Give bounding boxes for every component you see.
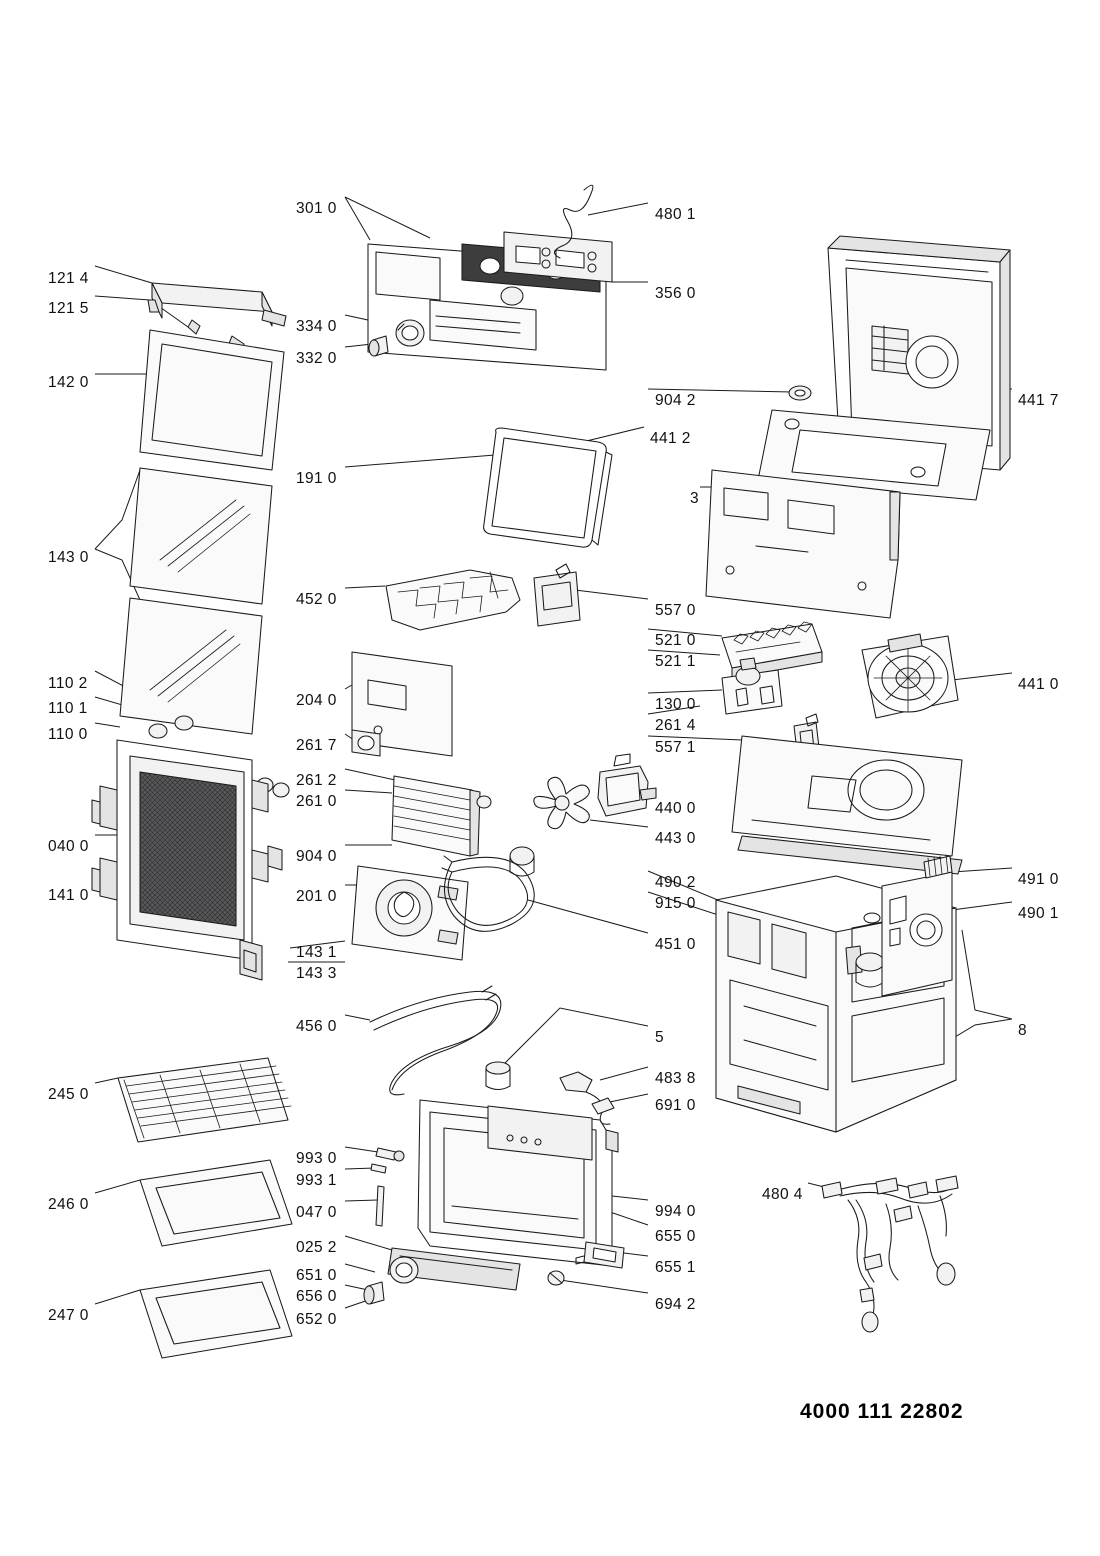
part-label-5: 5 — [655, 1029, 665, 1046]
part-label-143-3: 143 3 — [296, 965, 337, 982]
part-label-440-0: 440 0 — [655, 800, 696, 817]
part-label-8: 8 — [1018, 1022, 1028, 1039]
part-label-025-2: 025 2 — [296, 1239, 337, 1256]
part-label-694-2: 694 2 — [655, 1296, 696, 1313]
part-label-130-0: 130 0 — [655, 696, 696, 713]
part-label-521-0: 521 0 — [655, 632, 696, 649]
part-label-480-1: 480 1 — [655, 206, 696, 223]
part-label-245-0: 245 0 — [48, 1086, 89, 1103]
part-label-655-1: 655 1 — [655, 1259, 696, 1276]
part-label-480-4: 480 4 — [762, 1186, 803, 1203]
part-label-557-1: 557 1 — [655, 739, 696, 756]
part-label-993-1: 993 1 — [296, 1172, 337, 1189]
part-label-452-0: 452 0 — [296, 591, 337, 608]
part-label-456-0: 456 0 — [296, 1018, 337, 1035]
part-label-191-0: 191 0 — [296, 470, 337, 487]
part-label-441-2: 441 2 — [650, 430, 691, 447]
part-label-261-4: 261 4 — [655, 717, 696, 734]
part-label-691-0: 691 0 — [655, 1097, 696, 1114]
part-label-915-0: 915 0 — [655, 895, 696, 912]
part-label-261-2: 261 2 — [296, 772, 337, 789]
part-label-443-0: 443 0 — [655, 830, 696, 847]
part-label-356-0: 356 0 — [655, 285, 696, 302]
part-label-334-0: 334 0 — [296, 318, 337, 335]
part-label-143-0: 143 0 — [48, 549, 89, 566]
part-label-491-0: 491 0 — [1018, 871, 1059, 888]
part-label-490-2: 490 2 — [655, 874, 696, 891]
part-label-246-0: 246 0 — [48, 1196, 89, 1213]
part-label-652-0: 652 0 — [296, 1311, 337, 1328]
part-label-441-0: 441 0 — [1018, 676, 1059, 693]
part-label-201-0: 201 0 — [296, 888, 337, 905]
part-label-451-0: 451 0 — [655, 936, 696, 953]
part-label-656-0: 656 0 — [296, 1288, 337, 1305]
part-label-521-1: 521 1 — [655, 653, 696, 670]
part-label-655-0: 655 0 — [655, 1228, 696, 1245]
part-label-904-0: 904 0 — [296, 848, 337, 865]
part-label-441-7: 441 7 — [1018, 392, 1059, 409]
part-label-490-1: 490 1 — [1018, 905, 1059, 922]
part-label-204-0: 204 0 — [296, 692, 337, 709]
part-label-110-1: 110 1 — [48, 700, 88, 717]
part-label-143-1: 143 1 — [296, 944, 337, 961]
part-label-483-8: 483 8 — [655, 1070, 696, 1087]
part-label-651-0: 651 0 — [296, 1267, 337, 1284]
part-label-121-4: 121 4 — [48, 270, 89, 287]
part-label-141-0: 141 0 — [48, 887, 89, 904]
part-label-994-0: 994 0 — [655, 1203, 696, 1220]
part-label-904-2: 904 2 — [655, 392, 696, 409]
part-label-121-5: 121 5 — [48, 300, 89, 317]
part-label-557-0: 557 0 — [655, 602, 696, 619]
part-label-247-0: 247 0 — [48, 1307, 89, 1324]
part-label-110-0: 110 0 — [48, 726, 88, 743]
part-label-301-0: 301 0 — [296, 200, 337, 217]
sheet-code: 4000 111 22802 — [800, 1400, 964, 1423]
part-label-261-7: 261 7 — [296, 737, 337, 754]
part-label-3: 3 — [690, 490, 700, 507]
part-label-110-2: 110 2 — [48, 675, 88, 692]
part-label-142-0: 142 0 — [48, 374, 89, 391]
part-label-332-0: 332 0 — [296, 350, 337, 367]
part-label-261-0: 261 0 — [296, 793, 337, 810]
part-label-040-0: 040 0 — [48, 838, 89, 855]
part-label-047-0: 047 0 — [296, 1204, 337, 1221]
part-label-993-0: 993 0 — [296, 1150, 337, 1167]
